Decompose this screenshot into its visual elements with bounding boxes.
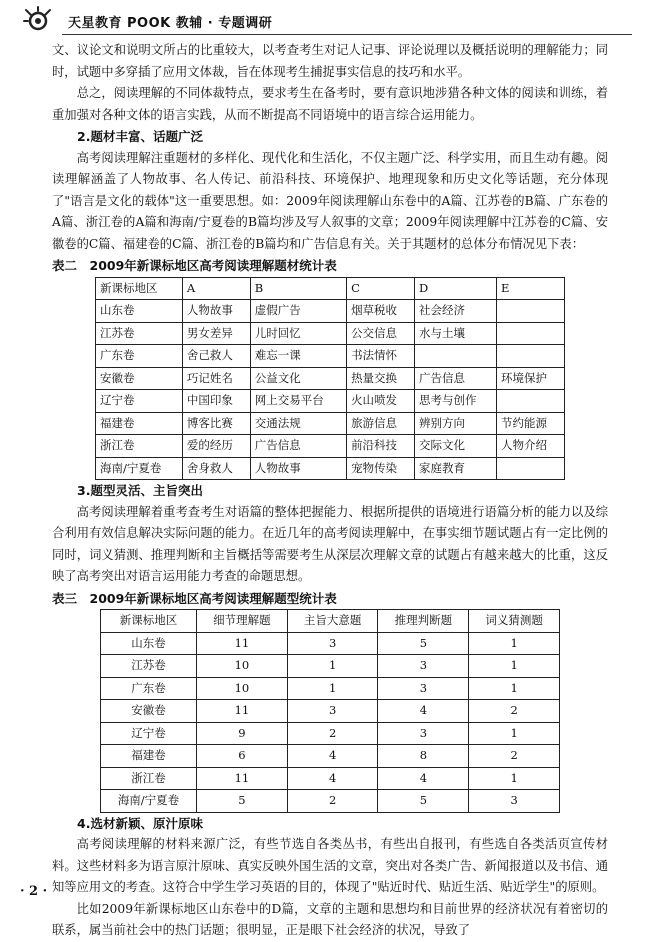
column-header: 细节理解题	[197, 610, 288, 633]
table-cell: 江苏卷	[96, 322, 183, 345]
header-title: 天星教育 POOK 教辅 · 专题调研	[68, 16, 273, 31]
table-cell: 热量交换	[347, 367, 415, 390]
table-cell: 安徽卷	[101, 700, 197, 723]
table-row	[96, 412, 565, 435]
table-row	[101, 767, 560, 790]
table-cell: 辽宁卷	[101, 722, 197, 745]
table-cell: 1	[469, 655, 560, 678]
table-cell: 家庭教育	[414, 457, 496, 480]
column-header: D	[414, 277, 496, 300]
table-cell: 2	[469, 700, 560, 723]
table-cell: 前沿科技	[347, 435, 415, 458]
table-cell: 广东卷	[101, 677, 197, 700]
table-row	[96, 435, 565, 458]
table-cell: 3	[378, 655, 469, 678]
table-cell: 广告信息	[250, 435, 346, 458]
table-row	[101, 700, 560, 723]
table-cell: 人物故事	[182, 300, 250, 323]
table-row	[101, 790, 560, 813]
section-heading: 3.题型灵活、主旨突出	[77, 483, 203, 498]
table-cell	[497, 457, 565, 480]
paragraph: 高考阅读理解着重考查考生对语篇的整体把握能力、根据所提供的语境进行语篇分析的能力以及综合利用有效信息解决实际问题的能力。在近几年的高考阅读理解中，在事实细节题试题占有一定比例的同时，词义猜测、推理判断和主旨概括等需要考生从深层次理解文章的试题占有越来越大的比重，这反映了高考突出对语言运用能力考查的命题思想。	[52, 504, 608, 583]
table-cell: 3	[378, 722, 469, 745]
table-cell: 6	[197, 745, 288, 768]
column-header: 新课标地区	[101, 610, 197, 633]
column-header: C	[347, 277, 415, 300]
table-row	[96, 390, 565, 413]
table-cell: 宠物传染	[347, 457, 415, 480]
table-cell: 火山喷发	[347, 390, 415, 413]
table-cell: 海南/宁夏卷	[96, 457, 183, 480]
table-row	[96, 367, 565, 390]
table-cell: 水与土壤	[414, 322, 496, 345]
table-cell	[414, 345, 496, 368]
table-cell: 福建卷	[96, 412, 183, 435]
table-cell: 3	[287, 700, 378, 723]
paragraph: 文、议论文和说明文所占的比重较大，以考查考生对记人记事、评论说理以及概括说明的理解能力；同时，试题中多穿插了应用文体裁，旨在体现考生捕捉事实信息的技巧和水平。	[52, 43, 608, 79]
table-cell: 浙江卷	[96, 435, 183, 458]
table-cell: 安徽卷	[96, 367, 183, 390]
table-cell: 江苏卷	[101, 655, 197, 678]
table-cell: 烟草税收	[347, 300, 415, 323]
star-sun-logo-icon	[22, 6, 62, 36]
article-body	[52, 40, 608, 942]
table-cell: 1	[469, 677, 560, 700]
table-cell: 2	[469, 745, 560, 768]
table-cell: 虚假广告	[250, 300, 346, 323]
table-row	[101, 677, 560, 700]
table-cell: 2	[287, 722, 378, 745]
table-cell: 交通法规	[250, 412, 346, 435]
table-cell: 5	[197, 790, 288, 813]
table-cell: 爱的经历	[182, 435, 250, 458]
table-cell: 儿时回忆	[250, 322, 346, 345]
table-cell: 男女差异	[182, 322, 250, 345]
table-row	[101, 745, 560, 768]
table-cell	[497, 322, 565, 345]
table-cell: 1	[469, 632, 560, 655]
table-cell: 人物故事	[250, 457, 346, 480]
paragraph: 高考阅读理解注重题材的多样化、现代化和生活化，不仅主题广泛、科学实用，而且生动有趣。阅读理解涵盖了人物故事、名人传记、前沿科技、环境保护、地理现象和历史文化等话题，充分体现了"语言是文化的载体"这一重要思想。如：2009年阅读理解山东卷中的A篇、江苏卷的B篇、广东卷的A篇、浙江卷的A篇和海南/宁夏卷的B篇均涉及写人叙事的文章；2009年阅读理解中江苏卷的C篇、安徽卷的C篇、福建卷的C篇、浙江卷的B篇均和广告信息有关。关于其题材的总体分布情况见下表：	[52, 150, 608, 251]
table-cell: 3	[469, 790, 560, 813]
table-row	[101, 632, 560, 655]
column-header: A	[182, 277, 250, 300]
table-cell: 4	[378, 700, 469, 723]
table-cell: 舍身救人	[182, 457, 250, 480]
table-cell: 4	[287, 767, 378, 790]
table-cell: 难忘一课	[250, 345, 346, 368]
table-cell: 1	[287, 655, 378, 678]
table-cell: 思考与创作	[414, 390, 496, 413]
table-cell: 11	[197, 767, 288, 790]
column-header: 新课标地区	[96, 277, 183, 300]
section-heading: 4.选材新颖、原汁原味	[77, 815, 203, 831]
table-row	[96, 300, 565, 323]
table-cell	[497, 300, 565, 323]
table-cell: 9	[197, 722, 288, 745]
table-cell: 10	[197, 677, 288, 700]
table-cell: 社会经济	[414, 300, 496, 323]
table-cell: 2	[287, 790, 378, 813]
topic-table	[95, 277, 565, 481]
table-cell: 1	[469, 767, 560, 790]
table-cell: 福建卷	[101, 745, 197, 768]
table-cell: 旅游信息	[347, 412, 415, 435]
paragraph: 比如2009年新课标地区山东卷中的D篇，文章的主题和思想均和目前世界的经济状况有着密切的联系，属当前社会中的热门话题；很明显，正是眼下社会经济的状况，导致了	[52, 901, 608, 937]
table-cell: 巧记姓名	[182, 367, 250, 390]
table-cell: 10	[197, 655, 288, 678]
table-caption: 表三 2009年新课标地区高考阅读理解题型统计表	[52, 590, 337, 606]
table-cell	[497, 345, 565, 368]
page-number: · 2 ·	[20, 884, 48, 899]
table-cell	[497, 390, 565, 413]
table-cell: 公益文化	[250, 367, 346, 390]
table-cell: 交际文化	[414, 435, 496, 458]
table-cell: 3	[287, 632, 378, 655]
table-cell: 5	[378, 790, 469, 813]
table-row	[96, 345, 565, 368]
table-cell: 节约能源	[497, 412, 565, 435]
table-cell: 环境保护	[497, 367, 565, 390]
table-row	[101, 655, 560, 678]
header-divider	[62, 34, 632, 35]
column-header: B	[250, 277, 346, 300]
column-header: 主旨大意题	[287, 610, 378, 633]
paragraph: 高考阅读理解的材料来源广泛，有些节选自各类丛书，有些出自报刊，有些选自各类活页宣传材料。这些材料多为语言原汁原味、真实反映外国生活的文章，突出对各类广告、新闻报道以及书信、通知等应用文的考查。这符合中学生学习英语的目的，体现了"贴近时代、贴近生活、贴近学生"的原则。	[52, 837, 608, 894]
table-cell: 公交信息	[347, 322, 415, 345]
table-cell: 4	[287, 745, 378, 768]
table-cell: 博客比赛	[182, 412, 250, 435]
table-cell: 网上交易平台	[250, 390, 346, 413]
table-cell: 1	[287, 677, 378, 700]
table-row	[96, 457, 565, 480]
column-header: 推理判断题	[378, 610, 469, 633]
table-cell: 11	[197, 700, 288, 723]
table-cell: 山东卷	[101, 632, 197, 655]
table-cell: 山东卷	[96, 300, 183, 323]
table-row	[96, 322, 565, 345]
page-header	[22, 6, 632, 40]
table-row	[101, 722, 560, 745]
table-cell: 8	[378, 745, 469, 768]
table-cell: 舍己救人	[182, 345, 250, 368]
table-cell: 辨别方向	[414, 412, 496, 435]
table-cell: 辽宁卷	[96, 390, 183, 413]
table-cell: 5	[378, 632, 469, 655]
table-cell: 广东卷	[96, 345, 183, 368]
table-cell: 浙江卷	[101, 767, 197, 790]
table-cell: 11	[197, 632, 288, 655]
table-cell: 4	[378, 767, 469, 790]
question-type-table	[100, 609, 560, 813]
paragraph: 总之，阅读理解的不同体裁特点，要求考生在备考时，要有意识地涉猎各种文体的阅读和训练，着重加强对各种文体的语言实践，从而不断提高不同语境中的语言综合运用能力。	[52, 86, 608, 122]
table-header-row	[96, 277, 565, 300]
table-cell: 书法情怀	[347, 345, 415, 368]
table-cell: 中国印象	[182, 390, 250, 413]
table-header-row	[101, 610, 560, 633]
table-cell: 海南/宁夏卷	[101, 790, 197, 813]
column-header: 词义猜测题	[469, 610, 560, 633]
column-header: E	[497, 277, 565, 300]
table-caption: 表二 2009年新课标地区高考阅读理解题材统计表	[52, 258, 337, 273]
table-cell: 3	[378, 677, 469, 700]
table-cell: 广告信息	[414, 367, 496, 390]
table-cell: 人物介绍	[497, 435, 565, 458]
section-heading: 2.题材丰富、话题广泛	[77, 129, 203, 144]
table-cell: 1	[469, 722, 560, 745]
